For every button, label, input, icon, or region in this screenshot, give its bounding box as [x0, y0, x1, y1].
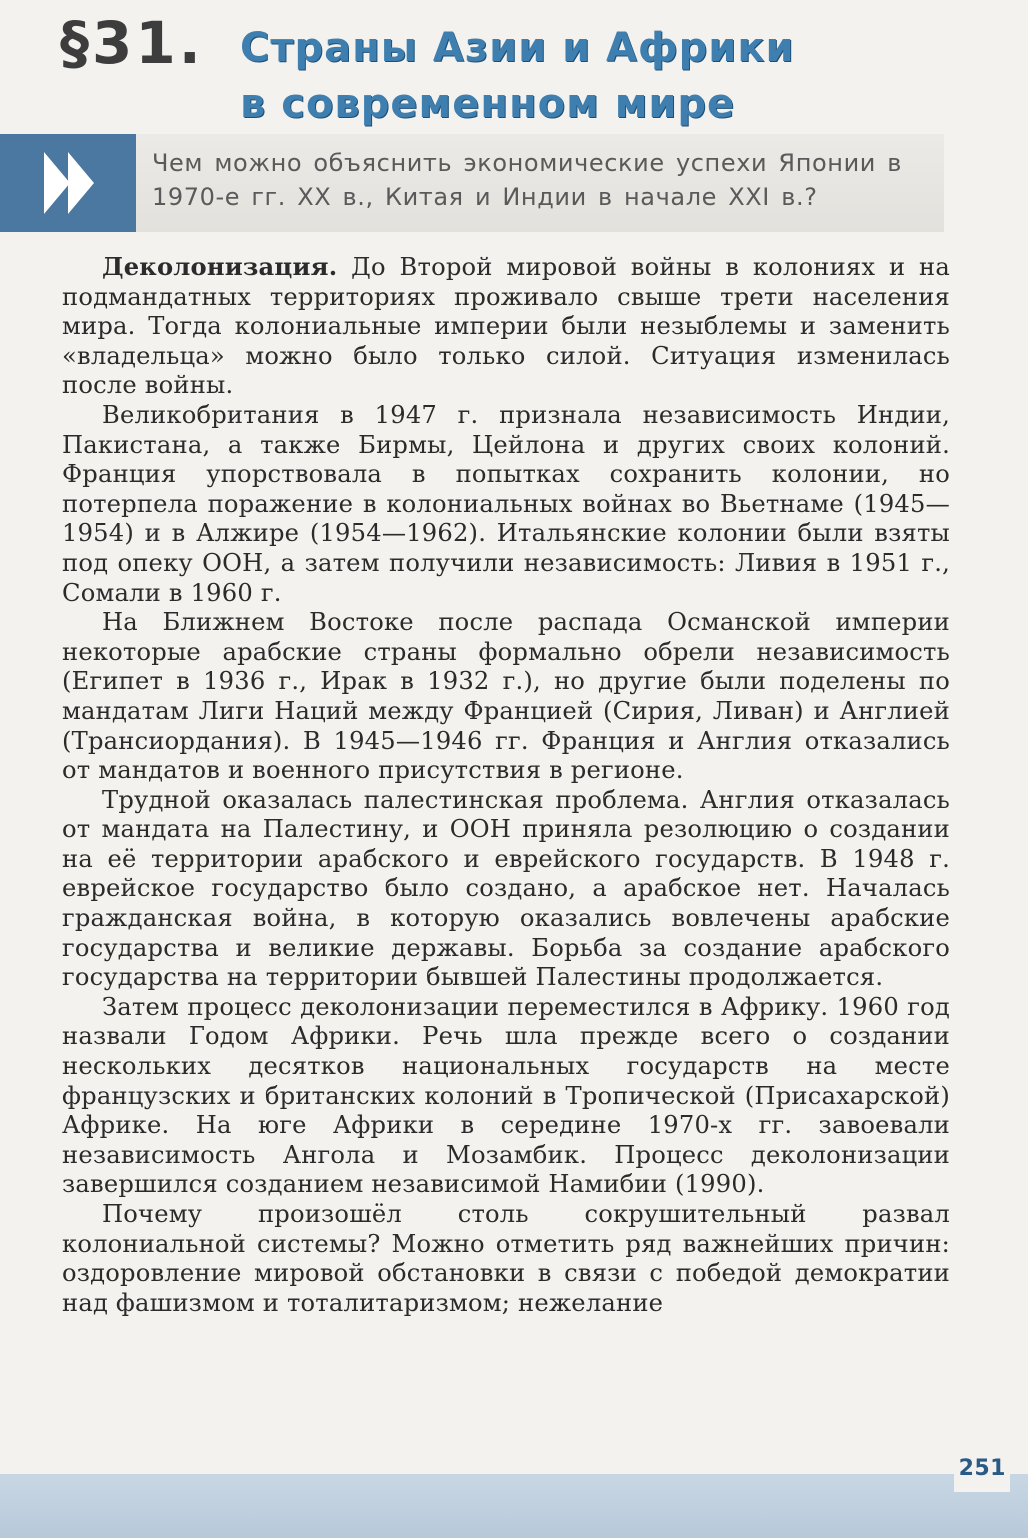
paragraph-palestine: Трудной оказалась палестинская проблема. Англия отказалась от мандата на Палестину, и ООН приняла резолюцию о создании на её территории арабского и еврейского государств. В 1948 г. еврейское государство было создано, а арабское нет. Началась гражданская война, в которую оказались вовлечены арабские государства и великие державы. Борьба за создание арабского государства на территории бывшей Палестины продолжается.: [62, 785, 950, 992]
footer-band: [0, 1474, 1028, 1538]
paragraph-reasons: Почему произошёл столь сокрушительный развал колониальной системы? Можно отметить ряд важнейших причин: оздоровление мировой обстановки в связи с победой демократии над фашизмом и тоталитаризмом; нежелание: [62, 1200, 950, 1317]
page-number: 251: [958, 1456, 1006, 1481]
paragraph-middle-east: На Ближнем Востоке после распада Османской империи некоторые арабские страны формально обрели независимость (Египет в 1936 г., Ирак в 1932 г.), но другие были поделены по мандатам Лиги Наций между Францией (Сирия, Ливан) и Англией (Трансиордания). В 1945—1946 гг. Франция и Англия отказались от мандатов и военного присутствия в регионе.: [62, 608, 950, 785]
main-text: [62, 252, 950, 1318]
paragraph-decolonization: [62, 252, 950, 401]
paragraph-britain: Великобритания в 1947 г. признала независимость Индии, Пакистана, а также Бирмы, Цейлона и других своих колоний. Франция упорствовала в попытках сохранить колонии, но потерпела поражение в колониальных войнах во Вьетнаме (1945—1954) и в Алжире (1954—1962). Итальянские колонии были взяты под опеку ООН, а затем получили независимость: Ливия в 1951 г., Сомали в 1960 г.: [62, 400, 950, 607]
paragraph-lead-decolonization: Деколонизация.: [102, 252, 338, 281]
paragraph-africa: Затем процесс деколонизации переместился в Африку. 1960 год назвали Годом Африки. Речь шла прежде всего о создании нескольких десятков национальных государств на месте французских и британских колоний в Тропической (Присахарской) Африке. На юге Африки в середине 1970-х гг. завоевали независимость Ангола и Мозамбик. Процесс деколонизации завершился созданием независимой Намибии (1990).: [62, 992, 950, 1199]
paragraph-text: До Второй мировой войны в колониях и на подмандатных территориях проживало свыше трети населения мира. Тогда колониальные империи были незыблемы и заменить «владельца» можно было только силой. Ситуация изменилась после войны.: [62, 253, 950, 400]
title-line-1: Страны Азии и Африки: [240, 25, 795, 71]
question-text: Чем можно объяснить экономические успехи Японии в 1970-е гг. XX в., Китая и Индии в начале XXI в.?: [152, 149, 902, 211]
title-line-2: в современном мире: [240, 81, 736, 127]
section-number: §31.: [60, 9, 204, 77]
fast-forward-icon: [0, 134, 136, 232]
